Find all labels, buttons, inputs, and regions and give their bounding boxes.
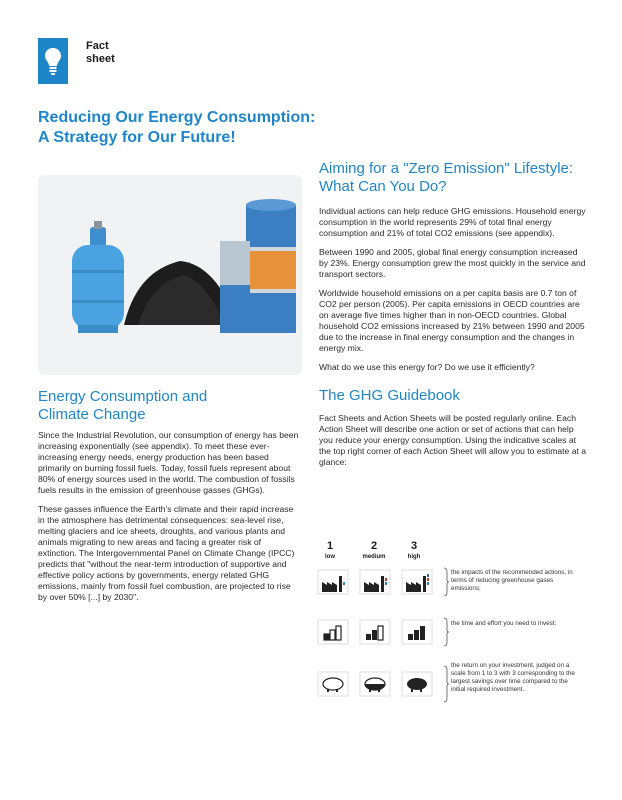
paragraph: Between 1990 and 2005, global final energy consumption increased by 23%. Energy consumption grew the most quickly in the service and transport sectors.	[319, 247, 586, 279]
page-title: Reducing Our Energy Consumption: A Strategy for Our Future!	[38, 109, 316, 146]
indicator-description: the impacts of the recommended actions, in terms of reducing greenhouse gases emissions;	[451, 569, 573, 592]
paragraph: Individual actions can help reduce GHG emissions. Household energy consumption in the world represents 29% of total final energy consumption and 21% of total CO2 emissions (see appendix).	[319, 206, 586, 238]
level-label: low	[325, 554, 335, 560]
indicator-description: the time and effort you need to invest;	[451, 620, 557, 627]
paragraph: These gasses influence the Earth's climate and their rapid increase in the atmosphere has detrimental consequences: sea-level rise, melting glaciers and ice sheets, droughts, and various plants and animals migrating to new areas and facing a greater risk of extinction. The Intergovernmental Panel on Climate Change (IPCC) predicts that "without the near-term introduction of supportive and effective policy actions by governments, energy related GHG emissions, mainly from fossil fuel combustion, are projected to rise by over 50% [...] by 2030".	[38, 504, 295, 602]
section-heading-zero-emission: Aiming for a "Zero Emission" Lifestyle: What Can You Do?	[319, 160, 574, 195]
left-column	[38, 388, 300, 611]
section-heading-guidebook: The GHG Guidebook	[319, 387, 460, 404]
indicator-description: the return on your investment, judged on a scale from 1 to 3 with 3 corresponding to the largest savings over time compared to the initial required investment.	[451, 662, 575, 693]
level-number: 2	[370, 540, 378, 552]
level-number: 1	[326, 540, 334, 552]
effort-stairs-icon	[316, 614, 451, 646]
factory-icon	[316, 564, 451, 596]
paragraph: Since the Industrial Revolution, our consumption of energy has been increasing exponentially (see appendix). To meet these ever-increasing energy needs, energy production has been based primarily on burning fossil fuels. Today, fossil fuels represent about 80% of energy sources used in the world. The combustion of fossils fuels results in the emission of greenhouse gasses (GHGs).	[38, 430, 299, 495]
right-column	[319, 160, 587, 476]
indicative-scales	[316, 540, 586, 720]
energy-sources-photo	[38, 175, 302, 375]
piggy-bank-icon	[316, 666, 451, 706]
level-label: high	[407, 554, 421, 560]
level-label: medium	[362, 554, 386, 560]
lightbulb-icon	[42, 42, 64, 80]
fact-sheet-badge	[38, 38, 68, 84]
level-number: 3	[410, 540, 418, 552]
fact-sheet-label: Fact sheet	[86, 40, 115, 65]
paragraph: Fact Sheets and Action Sheets will be posted regularly online. Each Action Sheet will describe one action or set of actions that can help you reduce your energy consumption. Using the indicative scales at the top right corner of each Action Sheet will allow you to estimate at a glance:	[319, 413, 587, 467]
section-heading-energy: Energy Consumption and Climate Change	[38, 388, 208, 423]
paragraph: What do we use this energy for? Do we use it efficiently?	[319, 362, 535, 372]
paragraph: Worldwide household emissions on a per capita basis are 0.7 ton of CO2 per person (2005). Per capita emissions in OECD countries are on average five times higher than in non-OECD countries. Global household CO2 emissions increased by 21% between 1990 and 2005 due to the increase in final energy consumption and the changes in energy mix.	[319, 288, 585, 353]
